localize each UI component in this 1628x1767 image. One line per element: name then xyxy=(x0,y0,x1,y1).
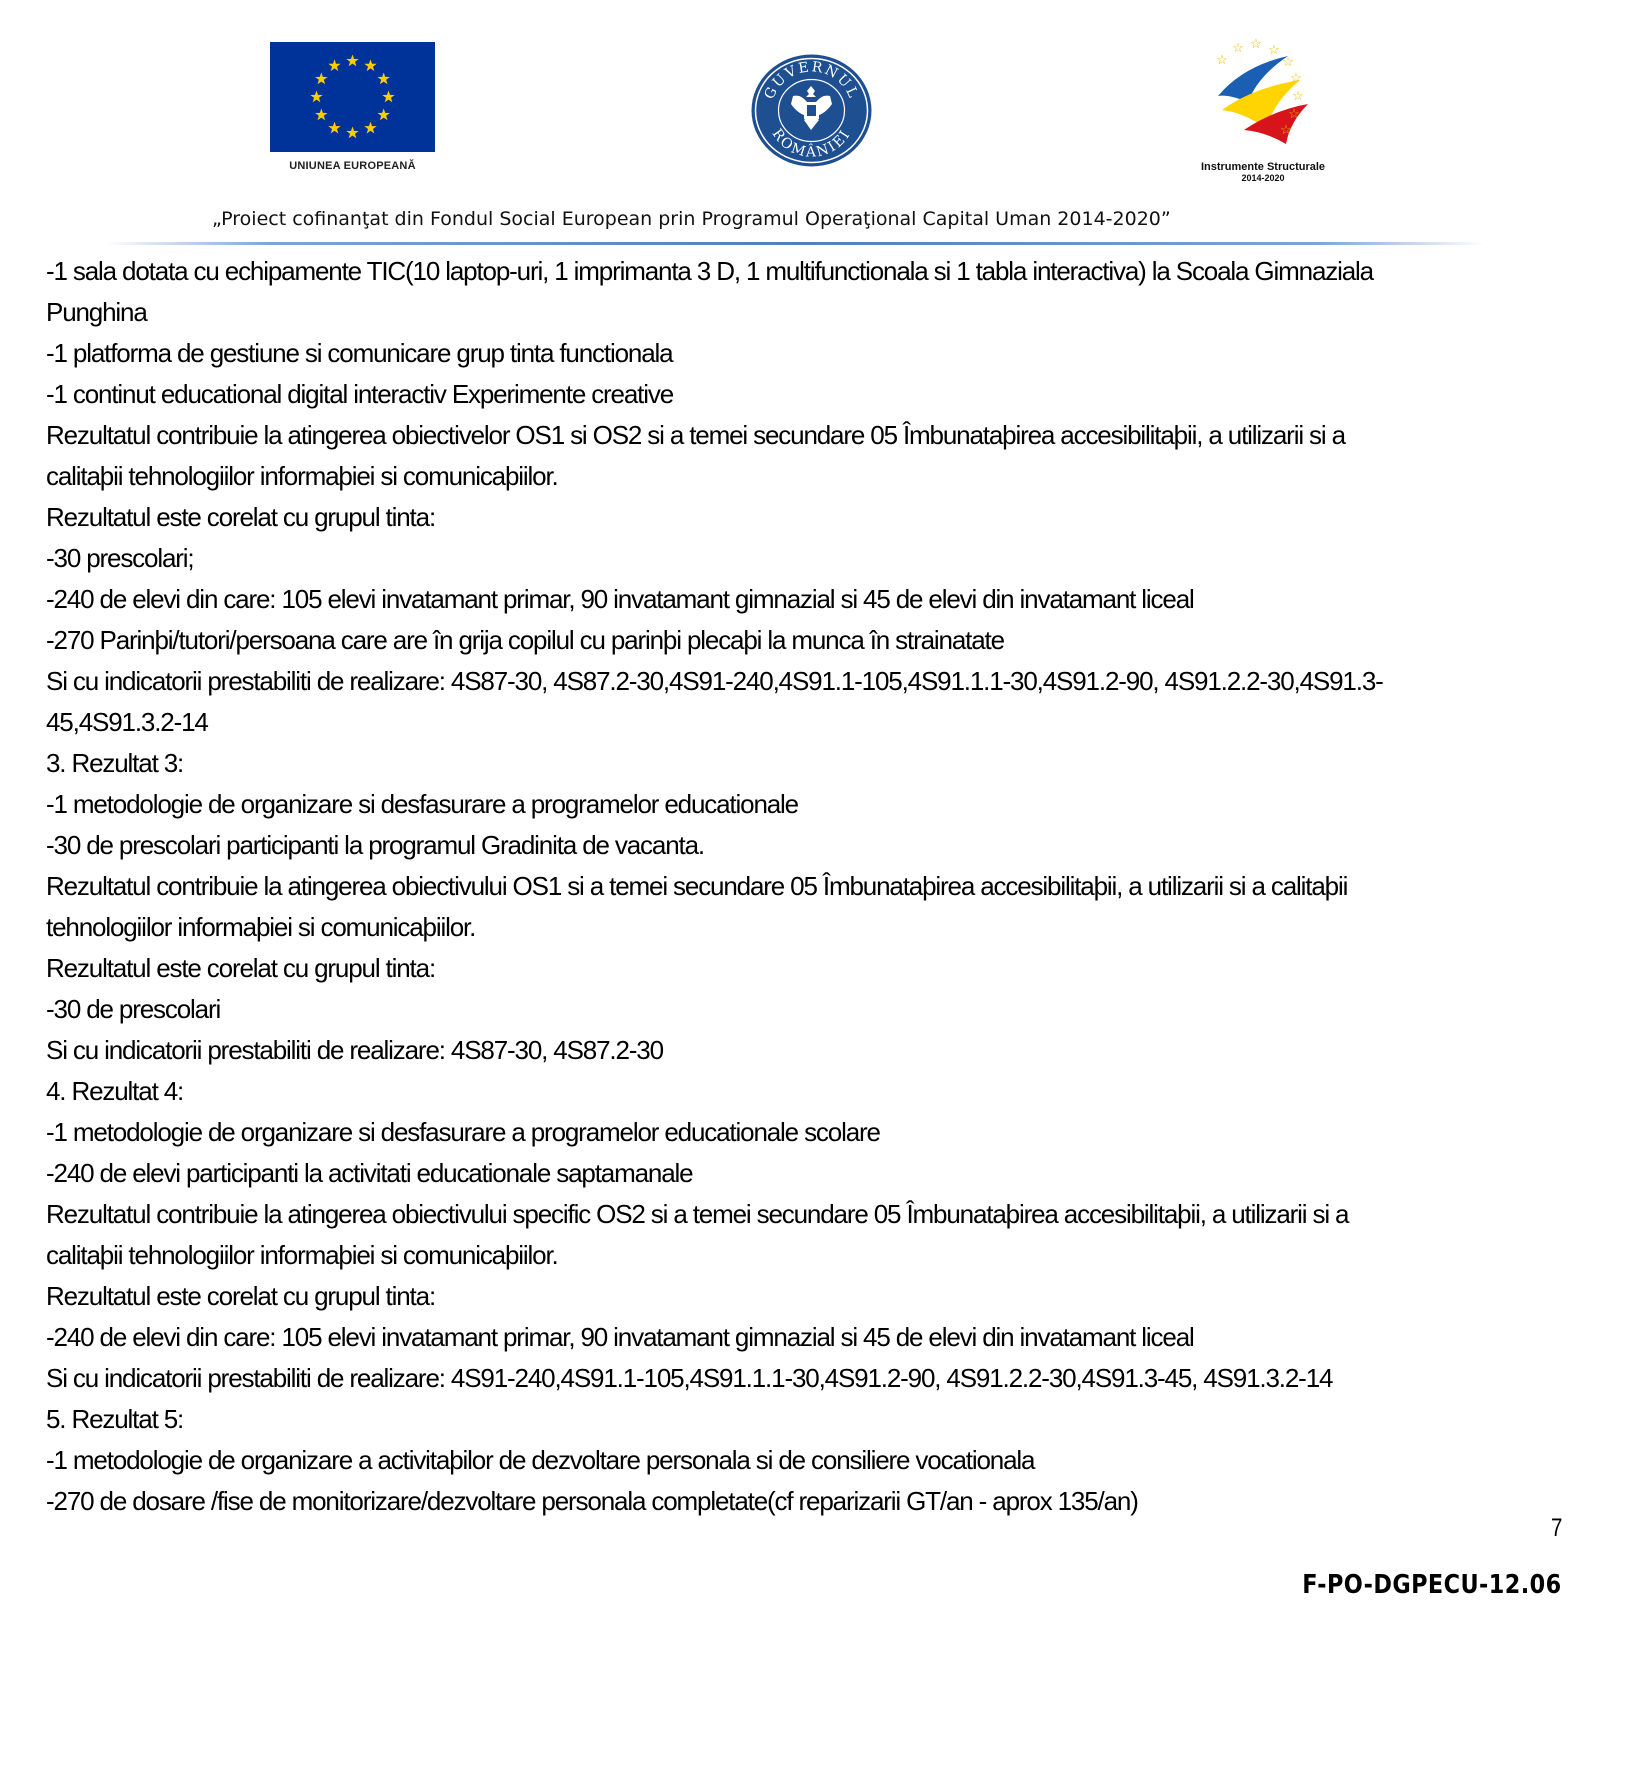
star-icon: ☆ xyxy=(1250,38,1262,51)
body-line: -1 sala dotata cu echipamente TIC(10 laptop-uri, 1 imprimanta 3 D, 1 multifunctionala si 1 tabla interactiva) la Scoala Gimnaziala xyxy=(46,256,1373,286)
star-icon: ☆ xyxy=(1288,106,1300,121)
eu-logo xyxy=(270,42,435,172)
structural-instruments-label: Instrumente Structurale xyxy=(1200,161,1326,173)
star-icon: ☆ xyxy=(1282,54,1294,69)
eu-flag-icon xyxy=(270,42,435,152)
eu-star-icon xyxy=(346,55,358,67)
star-icon: ☆ xyxy=(1280,122,1292,137)
body-line: 4. Rezultat 4: xyxy=(46,1076,184,1106)
svg-text:ROMÂNIEI: ROMÂNIEI xyxy=(768,126,855,161)
eu-star-icon xyxy=(328,59,340,71)
structural-instruments-logo xyxy=(1188,38,1338,183)
document-body xyxy=(46,251,1386,1522)
star-icon: ☆ xyxy=(1292,88,1304,103)
eu-star-icon xyxy=(328,122,340,134)
body-line: Rezultatul este corelat cu grupul tinta: xyxy=(46,502,436,532)
body-line: -240 de elevi din care: 105 elevi invatamant primar, 90 invatamant gimnazial si 45 de elevi din invatamant liceal xyxy=(46,584,1194,614)
body-line: -240 de elevi participanti la activitati educationale saptamanale xyxy=(46,1158,693,1188)
star-icon: ☆ xyxy=(1232,40,1244,55)
body-line: Rezultatul contribuie la atingerea obiectivelor OS1 si OS2 si a temei secundare 05 Îmbunataþirea accesibilitaþii, a utilizarii si a xyxy=(46,420,1345,450)
body-line: 3. Rezultat 3: xyxy=(46,748,184,778)
body-line: calitaþii tehnologiilor informaþiei si comunicaþiilor. xyxy=(46,461,558,491)
eu-logo-label: UNIUNEA EUROPEANĂ xyxy=(289,160,416,172)
body-line: Rezultatul este corelat cu grupul tinta: xyxy=(46,1281,436,1311)
star-icon: ☆ xyxy=(1216,52,1228,67)
project-cofinancing-statement: „Proiect cofinanţat din Fondul Social European prin Programul Operaţional Capital Uman 2014-2020” xyxy=(212,208,1171,230)
body-line: -30 de prescolari xyxy=(46,994,221,1024)
eu-star-icon xyxy=(315,109,327,121)
body-line: -240 de elevi din care: 105 elevi invatamant primar, 90 invatamant gimnazial si 45 de elevi din invatamant liceal xyxy=(46,1322,1194,1352)
svg-text:GUVERNUL: GUVERNUL xyxy=(761,59,862,102)
body-line: 45,4S91.3.2-14 xyxy=(46,707,208,737)
body-line: -1 continut educational digital interactiv Experimente creative xyxy=(46,379,674,409)
eu-star-icon xyxy=(346,127,358,139)
body-line: Rezultatul contribuie la atingerea obiectivului specific OS2 si a temei secundare 05 Îmbunataþirea accesibilitaþii, a utilizarii si a xyxy=(46,1199,1349,1229)
star-icon: ☆ xyxy=(1268,42,1280,57)
header-divider xyxy=(105,242,1485,245)
body-line: -1 platforma de gestiune si comunicare grup tinta functionala xyxy=(46,338,673,368)
body-line: -270 Parinþi/tutori/persoana care are în grija copilul cu parinþi plecaþi la munca în strainatate xyxy=(46,625,1004,655)
body-line: Si cu indicatorii prestabiliti de realizare: 4S91-240,4S91.1-105,4S91.1.1-30,4S91.2-90, 4S91.2.2-30,4S91.3-45, 4S91.3.2-14 xyxy=(46,1363,1333,1393)
star-icon: ☆ xyxy=(1290,70,1302,85)
government-seal-logo xyxy=(749,52,874,169)
eu-star-icon xyxy=(378,109,390,121)
form-code: F-PO-DGPECU-12.06 xyxy=(1302,1570,1562,1600)
body-line: Rezultatul este corelat cu grupul tinta: xyxy=(46,953,436,983)
body-line: -270 de dosare /fise de monitorizare/dezvoltare personala completate(cf reparizarii GT/an - aprox 135/an) xyxy=(46,1486,1138,1516)
body-line: Rezultatul contribuie la atingerea obiectivului OS1 si a temei secundare 05 Îmbunataþirea accesibilitaþii, a utilizarii si a calitaþii xyxy=(46,871,1348,901)
eu-star-icon xyxy=(364,122,376,134)
body-line: -1 metodologie de organizare si desfasurare a programelor educationale scolare xyxy=(46,1117,880,1147)
body-line: Si cu indicatorii prestabiliti de realizare: 4S87-30, 4S87.2-30 xyxy=(46,1035,663,1065)
eu-star-icon xyxy=(364,59,376,71)
eu-star-icon xyxy=(315,73,327,85)
body-line: Si cu indicatorii prestabiliti de realizare: 4S87-30, 4S87.2-30,4S91-240,4S91.1-105,4S91.1.1-30,4S91.2-90, 4S91.2.2-30,4S91.3- xyxy=(46,666,1383,696)
eu-star-icon xyxy=(382,91,394,103)
body-line: -30 de prescolari participanti la programul Gradinita de vacanta. xyxy=(46,830,704,860)
body-line: tehnologiilor informaþiei si comunicaþiilor. xyxy=(46,912,476,942)
eu-star-icon xyxy=(378,73,390,85)
structural-instruments-years: 2014-2020 xyxy=(1241,173,1285,183)
body-line: -1 metodologie de organizare a activitaþilor de dezvoltare personala si de consiliere vocationala xyxy=(46,1445,1035,1475)
body-line: Punghina xyxy=(46,297,147,327)
eu-star-icon xyxy=(310,91,322,103)
body-line: -1 metodologie de organizare si desfasurare a programelor educationale xyxy=(46,789,798,819)
page-number: 7 xyxy=(1551,1514,1563,1542)
body-line: 5. Rezultat 5: xyxy=(46,1404,184,1434)
body-line: -30 prescolari; xyxy=(46,543,194,573)
body-line: calitaþii tehnologiilor informaþiei si comunicaþiilor. xyxy=(46,1240,558,1270)
